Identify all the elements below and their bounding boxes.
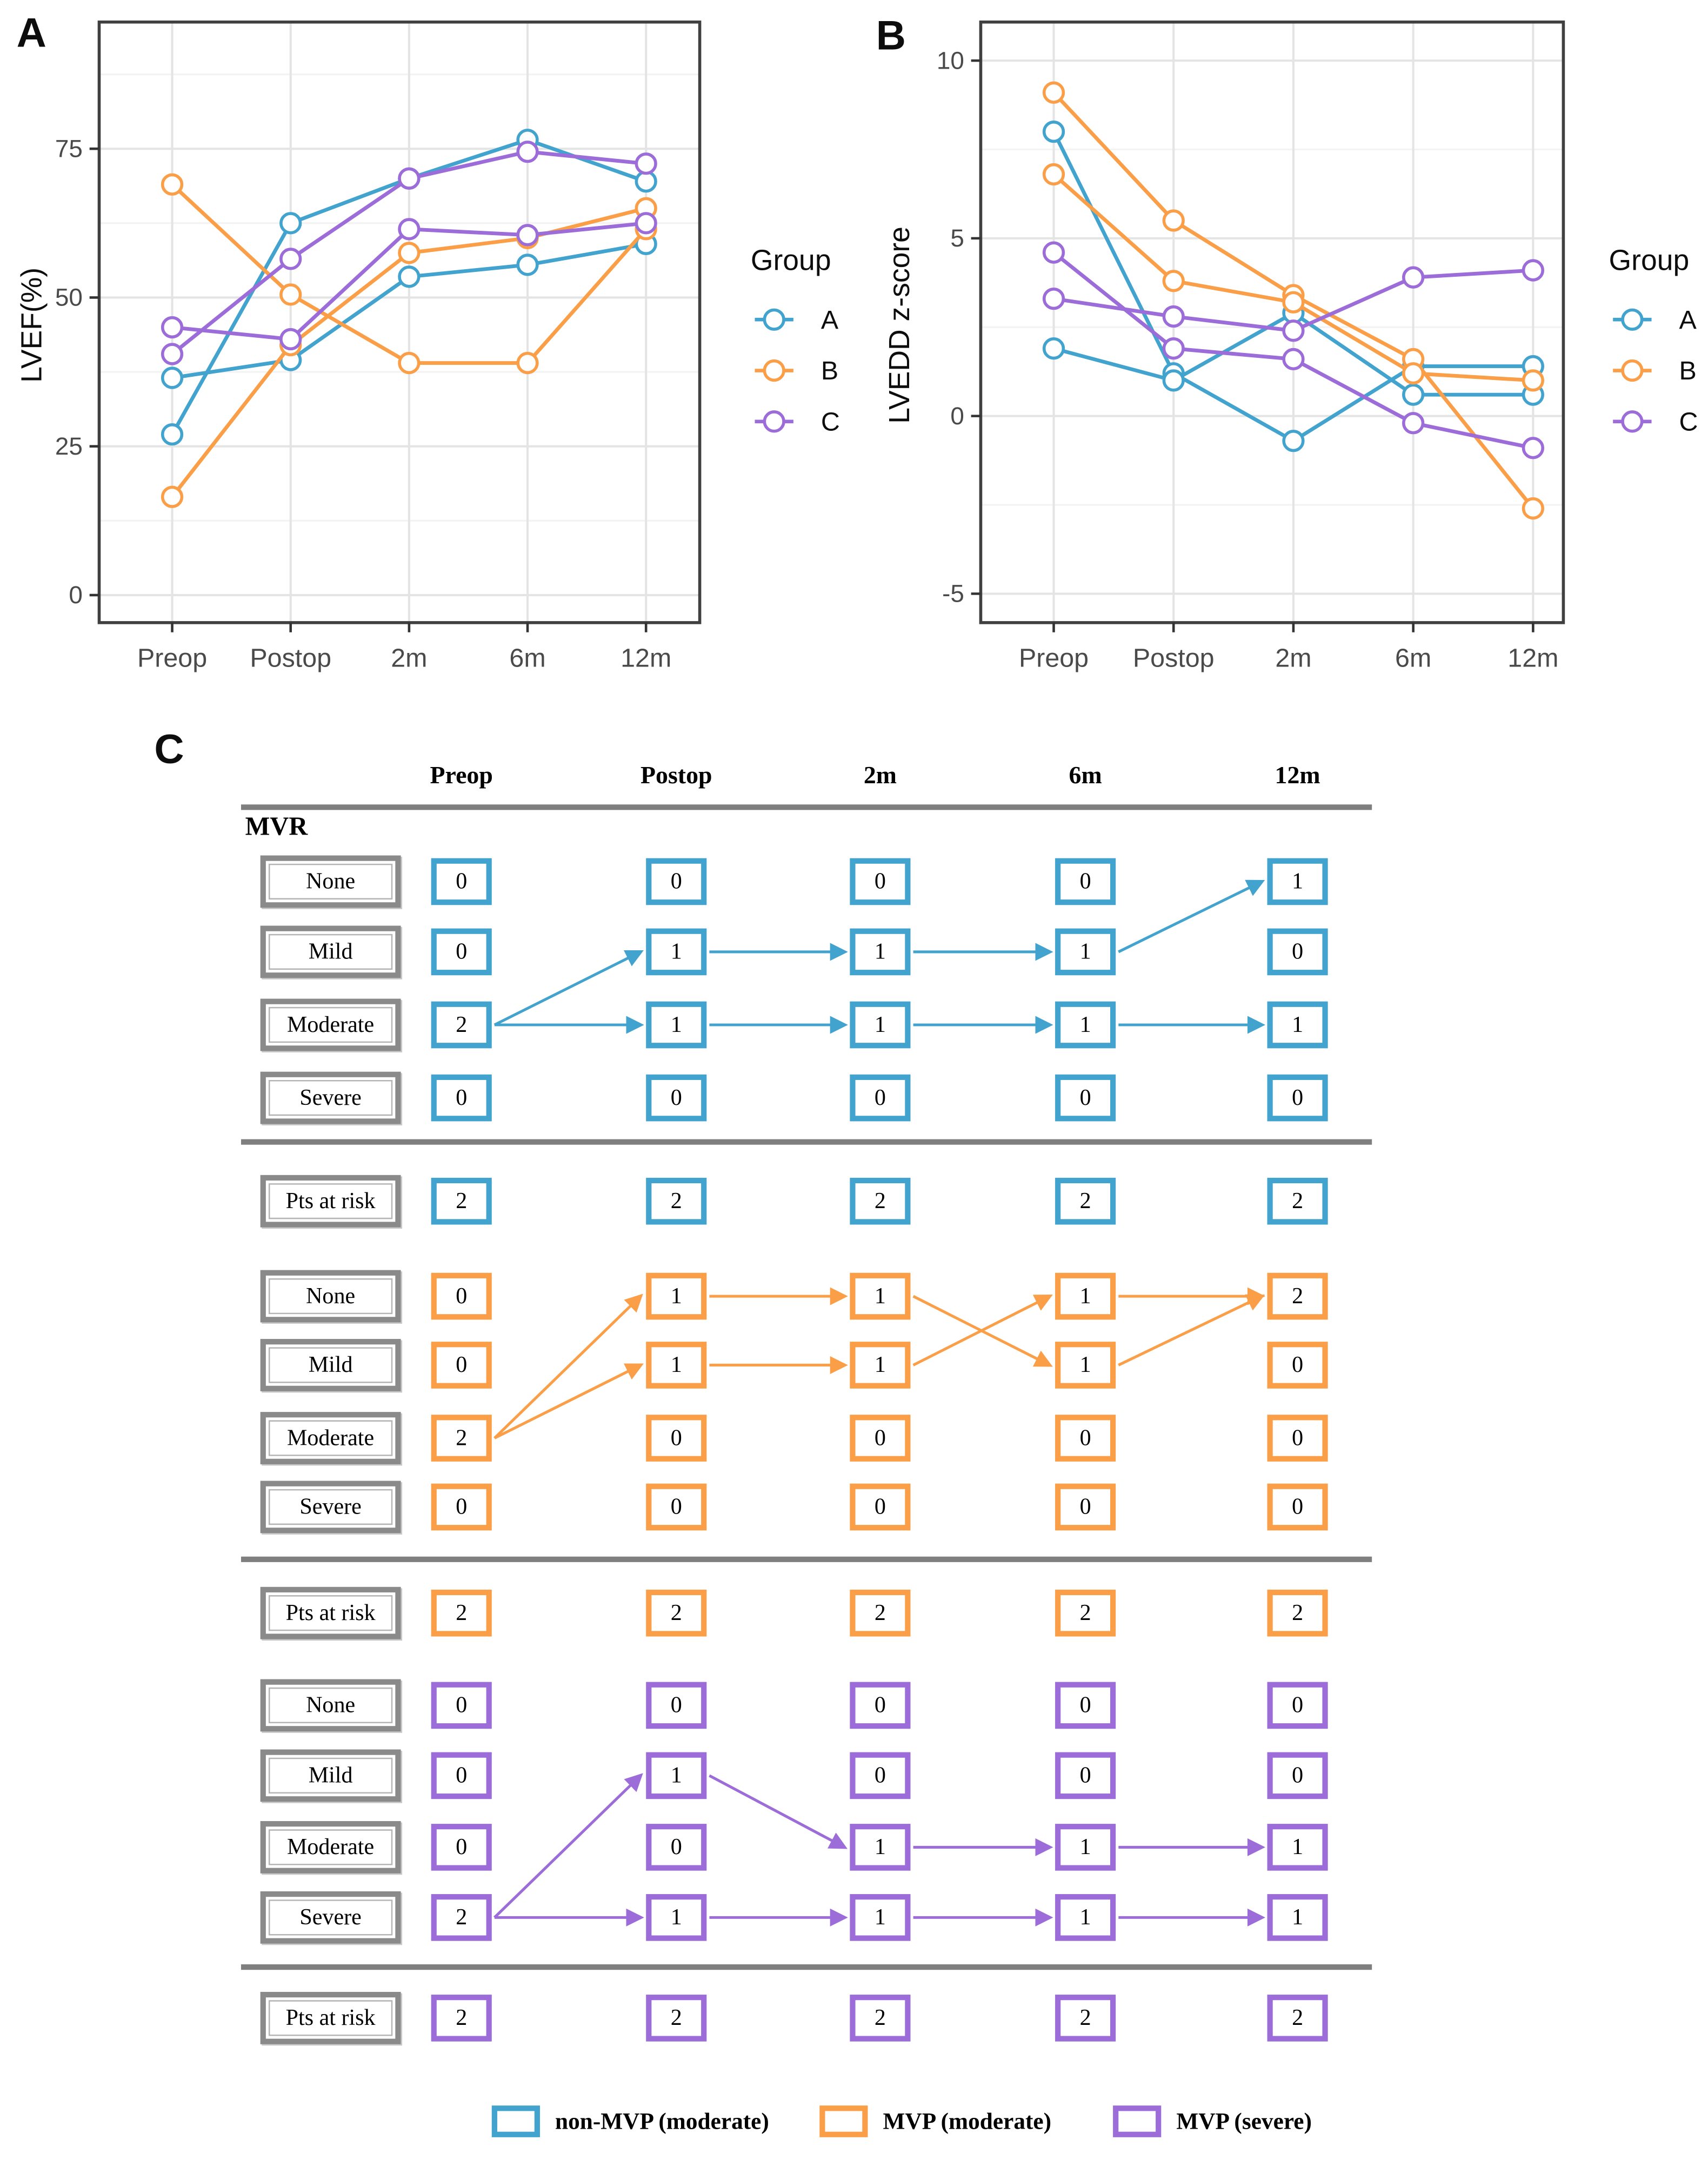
pts-at-risk-box: 2: [431, 1995, 492, 2042]
count-box: 1: [646, 929, 706, 976]
count-box: 0: [431, 1342, 492, 1389]
count-box: 0: [431, 1752, 492, 1799]
count-box: 1: [646, 1273, 706, 1320]
x-tick-label: 6m: [1395, 643, 1432, 673]
legend-entry-label: B: [820, 356, 839, 386]
count-box: 0: [850, 1752, 910, 1799]
count-box: 0: [431, 1075, 492, 1122]
pts-at-risk-box: 2: [1267, 1178, 1328, 1225]
count-box: 1: [850, 929, 910, 976]
count-box: 0: [850, 858, 910, 905]
pts-at-risk-box: 2: [646, 1995, 706, 2042]
y-tick-label: 10: [936, 46, 964, 75]
count-box: 0: [431, 1484, 492, 1531]
count-box: 0: [646, 1824, 706, 1871]
x-tick-label: Postop: [250, 643, 332, 673]
y-axis-title: LVEF(%): [16, 267, 48, 383]
severity-label-severe: Severe: [261, 1072, 401, 1124]
count-box: 1: [1055, 1824, 1116, 1871]
count-box: 1: [850, 1002, 910, 1049]
count-box: 0: [1267, 1484, 1328, 1531]
count-box: 0: [850, 1484, 910, 1531]
severity-label-severe: Severe: [261, 1481, 401, 1534]
count-box: 0: [1267, 1752, 1328, 1799]
count-box: 0: [431, 1682, 492, 1729]
section-divider: [241, 1139, 1372, 1145]
count-box: 1: [1055, 929, 1116, 976]
section-divider: [241, 1557, 1372, 1562]
pts-at-risk-box: 2: [1267, 1995, 1328, 2042]
pts-at-risk-box: 2: [850, 1590, 910, 1637]
severity-label-moderate: Moderate: [261, 1821, 401, 1874]
pts-at-risk-box: 2: [1055, 1590, 1116, 1637]
count-box: 1: [1267, 1002, 1328, 1049]
count-box: 0: [1055, 1484, 1116, 1531]
count-box: 0: [1055, 1752, 1116, 1799]
count-box: 0: [646, 1484, 706, 1531]
pts-at-risk-box: 2: [431, 1590, 492, 1637]
category-legend-item: [1113, 2105, 1312, 2137]
panel-b-label: B: [876, 14, 906, 59]
legend-label: MVP (moderate): [883, 2108, 1052, 2134]
x-tick-label: 12m: [1507, 643, 1559, 673]
y-tick-label: 75: [55, 134, 83, 163]
legend-entry-label: A: [820, 305, 839, 335]
count-box: 0: [850, 1075, 910, 1122]
panel-c-label: C: [154, 727, 184, 773]
legend-entry-label: C: [1679, 407, 1698, 437]
count-box: 1: [850, 1273, 910, 1320]
legend-entry-label: C: [820, 407, 840, 437]
count-box: 0: [850, 1415, 910, 1462]
count-box: 2: [1267, 1273, 1328, 1320]
severity-label-severe: Severe: [261, 1891, 401, 1944]
column-header-Preop: Preop: [430, 761, 493, 789]
legend-title: Group: [750, 244, 831, 277]
count-box: 1: [646, 1002, 706, 1049]
count-box: 0: [1267, 1682, 1328, 1729]
legend-entry-label: A: [1679, 305, 1697, 335]
count-box: 1: [646, 1342, 706, 1389]
pts-at-risk-box: 2: [1055, 1178, 1116, 1225]
legend-title: Group: [1609, 244, 1690, 277]
legend-swatch-blue: [492, 2105, 540, 2137]
x-tick-label: Preop: [1018, 643, 1089, 673]
pts-at-risk-box: 2: [646, 1590, 706, 1637]
legend-label: non-MVP (moderate): [555, 2108, 769, 2134]
count-box: 0: [431, 929, 492, 976]
severity-label-mild: Mild: [261, 1749, 401, 1802]
count-box: 1: [850, 1342, 910, 1389]
count-box: 2: [431, 1894, 492, 1941]
count-box: 0: [431, 1824, 492, 1871]
x-tick-label: 2m: [391, 643, 428, 673]
count-box: 1: [1055, 1342, 1116, 1389]
y-tick-label: 0: [69, 581, 83, 609]
category-legend-item: [819, 2105, 1051, 2137]
count-box: 0: [431, 858, 492, 905]
pts-at-risk-label: Pts at risk: [261, 1587, 401, 1639]
severity-label-moderate: Moderate: [261, 1412, 401, 1464]
severity-label-none: None: [261, 1679, 401, 1731]
y-tick-label: 0: [950, 401, 964, 430]
count-box: 0: [1055, 1682, 1116, 1729]
pts-at-risk-label: Pts at risk: [261, 1175, 401, 1228]
pts-at-risk-box: 2: [1055, 1995, 1116, 2042]
x-tick-label: 12m: [621, 643, 672, 673]
count-box: 1: [1055, 1894, 1116, 1941]
count-box: 0: [646, 1415, 706, 1462]
count-box: 0: [1267, 1075, 1328, 1122]
legend-swatch-purple: [1113, 2105, 1161, 2137]
section-divider: [241, 804, 1372, 810]
legend-entry-label: B: [1679, 356, 1697, 386]
count-box: 1: [1055, 1002, 1116, 1049]
x-tick-label: Postop: [1132, 643, 1215, 673]
pts-at-risk-box: 2: [646, 1178, 706, 1225]
legend-swatch-orange: [819, 2105, 868, 2137]
severity-label-none: None: [261, 856, 401, 908]
y-tick-label: 50: [55, 283, 83, 311]
y-tick-label: -5: [942, 579, 964, 608]
pts-at-risk-box: 2: [850, 1995, 910, 2042]
count-box: 2: [431, 1002, 492, 1049]
column-header-2m: 2m: [863, 761, 897, 789]
count-box: 0: [431, 1273, 492, 1320]
severity-label-none: None: [261, 1270, 401, 1323]
severity-label-moderate: Moderate: [261, 999, 401, 1051]
pts-at-risk-label: Pts at risk: [261, 1992, 401, 2044]
count-box: 0: [1267, 929, 1328, 976]
panel-a-label: A: [16, 11, 46, 57]
category-legend-item: [492, 2105, 769, 2137]
y-tick-label: 5: [950, 224, 964, 252]
x-tick-label: 6m: [509, 643, 546, 673]
y-tick-label: 25: [55, 431, 83, 460]
count-box: 1: [1267, 1824, 1328, 1871]
count-box: 1: [850, 1824, 910, 1871]
count-box: 0: [646, 1075, 706, 1122]
x-tick-label: Preop: [137, 643, 208, 673]
count-box: 2: [431, 1415, 492, 1462]
section-divider: [241, 1964, 1372, 1970]
severity-label-mild: Mild: [261, 1339, 401, 1391]
count-box: 1: [850, 1894, 910, 1941]
column-header-12m: 12m: [1275, 761, 1320, 789]
mvr-label: MVR: [245, 812, 308, 842]
count-box: 1: [646, 1752, 706, 1799]
count-box: 0: [1055, 858, 1116, 905]
severity-label-mild: Mild: [261, 926, 401, 978]
count-box: 1: [646, 1894, 706, 1941]
count-box: 0: [1055, 1415, 1116, 1462]
column-header-Postop: Postop: [640, 761, 712, 789]
count-box: 1: [1267, 858, 1328, 905]
count-box: 0: [646, 1682, 706, 1729]
y-axis-title: LVEDD z-score: [883, 226, 916, 424]
column-header-6m: 6m: [1069, 761, 1102, 789]
pts-at-risk-box: 2: [1267, 1590, 1328, 1637]
legend-label: MVP (severe): [1176, 2108, 1312, 2134]
count-box: 0: [646, 858, 706, 905]
count-box: 0: [1055, 1075, 1116, 1122]
pts-at-risk-box: 2: [850, 1178, 910, 1225]
count-box: 0: [1267, 1342, 1328, 1389]
x-tick-label: 2m: [1275, 643, 1312, 673]
count-box: 0: [850, 1682, 910, 1729]
count-box: 0: [1267, 1415, 1328, 1462]
count-box: 1: [1267, 1894, 1328, 1941]
pts-at-risk-box: 2: [431, 1178, 492, 1225]
count-box: 1: [1055, 1273, 1116, 1320]
